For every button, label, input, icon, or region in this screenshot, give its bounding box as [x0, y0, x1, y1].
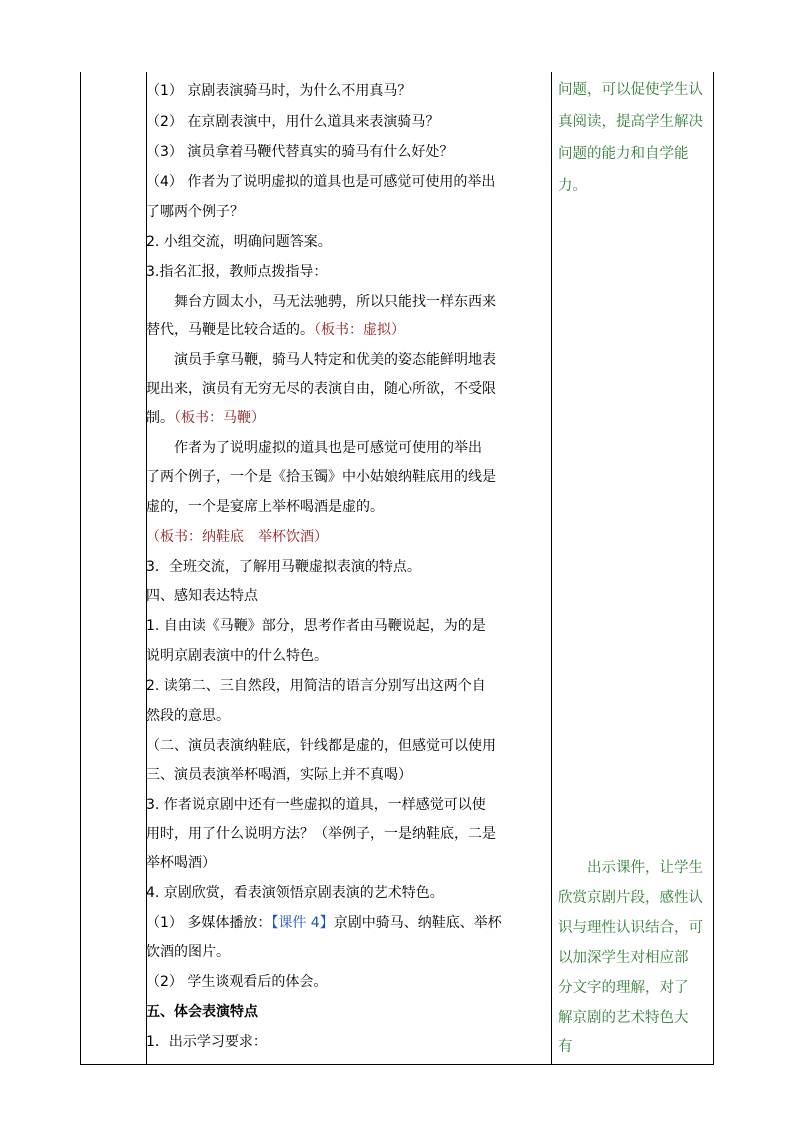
note-line: 以加深学生对相应部	[558, 950, 689, 966]
text-line: 1．出示学习要求：	[146, 1034, 267, 1050]
text-line: 饮酒的图片。	[146, 944, 230, 960]
text-line: （2） 学生谈观看后的体会。	[146, 974, 328, 990]
text-line: （1） 京剧表演骑马时，为什么不用真马？	[146, 83, 412, 99]
text-line: （4） 作者为了说明虚拟的道具也是可感觉可使用的举出	[146, 174, 496, 190]
text-line	[146, 315, 551, 345]
text-line: 3.指名汇报，教师点拨指导：	[146, 264, 328, 280]
text-line: 2. 读第二、三自然段，用简洁的语言分别写出这两个自	[146, 678, 486, 694]
text-line: 舞台方圆太小，马无法驰骋，所以只能找一样东西来	[146, 294, 496, 310]
text-line: 举杯喝酒）	[146, 855, 216, 871]
note-line: 问题的能力和自学能	[558, 146, 689, 162]
note-line: 有	[558, 1039, 573, 1055]
text-segment: 制。	[146, 410, 174, 426]
teaching-process-column	[146, 72, 551, 1065]
text-line: 虚的，一个是宴席上举杯喝酒是虚的。	[146, 499, 384, 515]
text-line: 3．全班交流，了解用马鞭虚拟表演的特点。	[146, 559, 421, 575]
text-line: （2） 在京剧表演中，用什么道具来表演骑马？	[146, 114, 440, 130]
text-line: （3） 演员拿着马鞭代替真实的骑马有什么好处？	[146, 144, 454, 160]
text-segment: 京剧中骑马、纳鞋底、举杯	[333, 915, 502, 931]
note-line: 识与理性认识结合，可	[558, 920, 703, 936]
board-note-nashidi: （板书：纳鞋底 举杯饮酒）	[146, 529, 328, 545]
note-line: 解京剧的艺术特色大	[558, 1010, 689, 1026]
text-line: 了两个例子，一个是《拾玉镯》中小姑娘纳鞋底用的线是	[146, 469, 496, 485]
text-line: 说明京剧表演中的什么特色。	[146, 648, 328, 664]
text-line: 三、演员表演举杯喝酒，实际上并不真喝）	[146, 767, 412, 783]
table-border-left	[80, 72, 81, 1065]
text-line: 四、感知表达特点	[146, 588, 258, 604]
text-line: 3. 作者说京剧中还有一些虚拟的道具，一样感觉可以使	[146, 797, 486, 813]
text-line	[146, 403, 551, 433]
text-line: 用时，用了什么说明方法？（举例子，一是纳鞋底，二是	[146, 826, 496, 842]
board-note-mabian: （板书：马鞭）	[174, 410, 265, 426]
note-line: 出示课件，让学生	[558, 860, 703, 876]
text-line: 作者为了说明虚拟的道具也是可感觉可使用的举出	[146, 440, 482, 456]
text-line: 4. 京剧欣赏，看表演领悟京剧表演的艺术特色。	[146, 885, 444, 901]
text-segment: （1） 多媒体播放：	[146, 915, 272, 931]
note-line: 真阅读，提高学生解决	[558, 114, 703, 130]
text-line: 演员手拿马鞭，骑马人特定和优美的姿态能鲜明地表	[146, 352, 496, 368]
note-line: 分文字的理解，对了	[558, 980, 689, 996]
text-line: 了哪两个例子？	[146, 204, 244, 220]
text-line: 1. 自由读《马鞭》部分，思考作者由马鞭说起，为的是	[146, 618, 486, 634]
text-line: 然段的意思。	[146, 708, 230, 724]
text-line: （二、演员表演纳鞋底，针线都是虚的，但感觉可以使用	[146, 738, 496, 754]
note-line: 问题，可以促使学生认	[558, 82, 703, 98]
note-line: 力。	[558, 178, 587, 194]
section-heading: 五、体会表演特点	[146, 1004, 258, 1020]
courseware-tag: 【课件 4】	[271, 915, 334, 931]
text-line	[146, 908, 551, 938]
text-line: 现出来，演员有无穷无尽的表演自由，随心所欲，不受限	[146, 381, 496, 397]
text-line: 2. 小组交流，明确问题答案。	[146, 234, 332, 250]
board-note-xuni: （板书：虚拟）	[314, 322, 405, 338]
note-line: 欣赏京剧片段，感性认	[558, 890, 703, 906]
lesson-plan-table	[80, 72, 714, 1065]
text-segment: 替代，马鞭是比较合适的。	[146, 322, 314, 338]
design-notes-column	[552, 72, 714, 1065]
